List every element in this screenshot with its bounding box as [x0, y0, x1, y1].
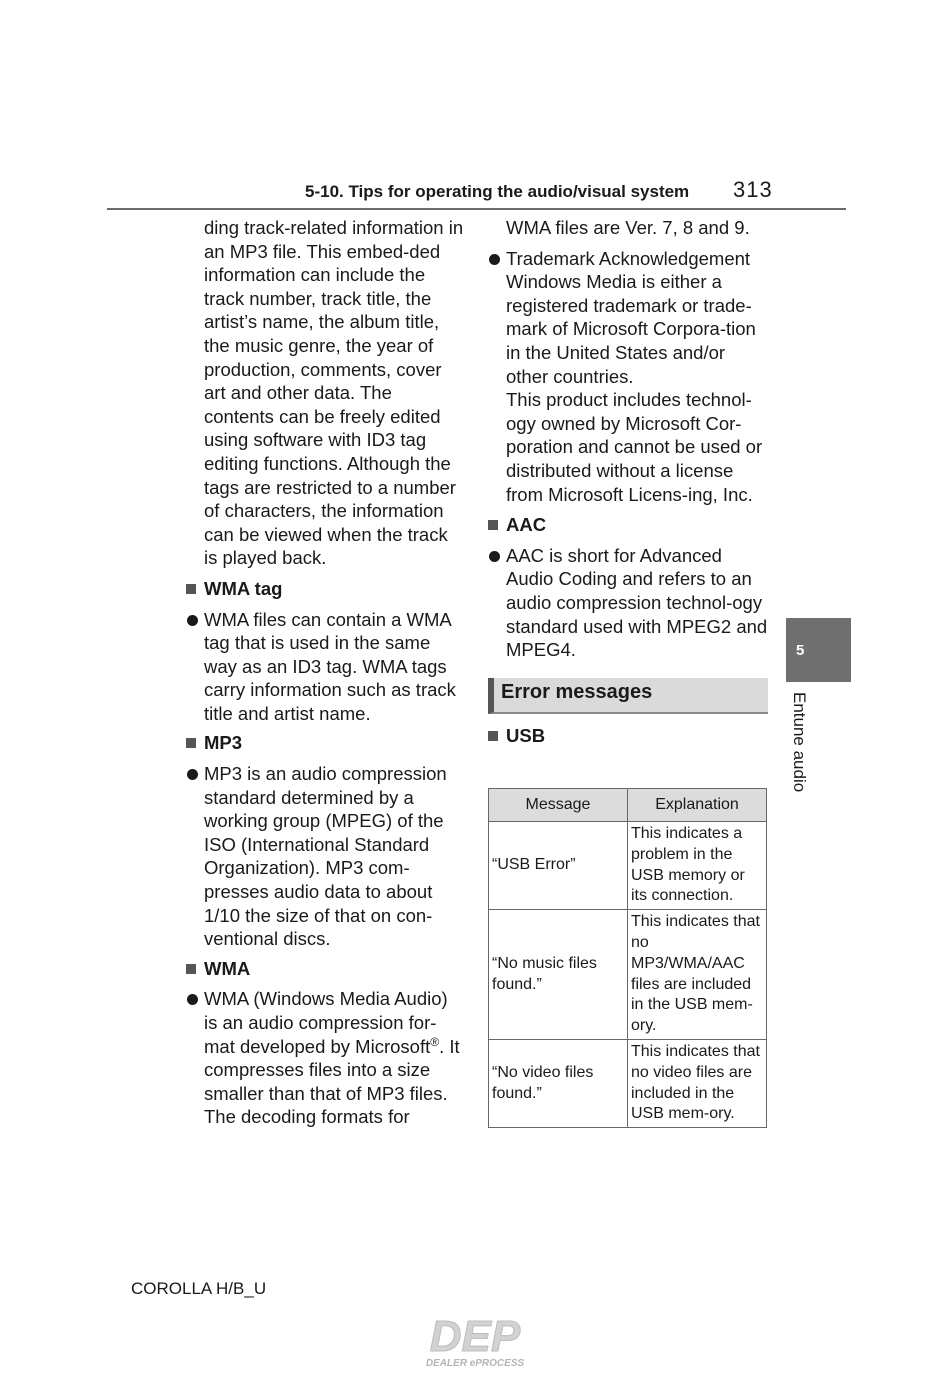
trademark-bullet: Trademark Acknowledgement Windows Media is either a registered trademark or trade-mark of Microsoft Corpora-tion in the United States and/or other countries.: [488, 247, 768, 389]
logo-subtext: DEALER ePROCESS: [425, 1358, 525, 1369]
trademark-text-2: This product includes technol-ogy owned by Microsoft Cor-poration and cannot be used or distributed without a license from Microsoft Licens-ing, Inc.: [506, 389, 763, 505]
message-cell: “No music files found.”: [489, 910, 628, 1040]
mp3-heading: MP3: [186, 731, 464, 755]
usb-heading: USB: [488, 724, 768, 748]
table-row: [489, 1039, 767, 1127]
wma-tag-bullet: WMA files can contain a WMA tag that is used in the same way as an ID3 tag. WMA tags carry information such as track title and artist name.: [186, 608, 464, 726]
error-messages-section-bar: [488, 678, 768, 714]
logo-letters: DEP: [429, 1312, 521, 1361]
registered-mark: ®: [430, 1034, 440, 1049]
id3-continued-text: ding track-related information in an MP3 file. This embed-ded information can include the track number, track title, the artist’s name, the album title, the music genre, the year of production, comments, cover art and other data. The contents can be freely edited using software with ID3 tag editing functions. Although the tags are restricted to a number of characters, the information can be viewed when the track is played back.: [204, 217, 464, 569]
chapter-number: 5: [796, 642, 805, 659]
explanation-cell: This indicates that no MP3/WMA/AAC files are included in the USB mem-ory.: [628, 910, 767, 1040]
column-header-explanation: Explanation: [628, 789, 767, 822]
chapter-label: Entune audio: [790, 692, 809, 793]
mp3-bullet: MP3 is an audio compression standard determined by a working group (MPEG) of the ISO (International Standard Organization). MP3 com-presses audio data to about 1/10 the size of that on con-ventional discs.: [186, 762, 464, 951]
wma-continued-text: WMA files are Ver. 7, 8 and 9.: [506, 217, 750, 238]
page-number: 313: [733, 177, 773, 202]
footer-model-code: COROLLA H/B_U: [131, 1279, 267, 1298]
chapter-tab: [786, 618, 851, 682]
table-row: [489, 910, 767, 1040]
right-column: [488, 216, 768, 754]
section-title: 5-10. Tips for operating the audio/visual system: [305, 182, 690, 201]
left-column: [186, 216, 464, 1135]
explanation-cell: This indicates a problem in the USB memory or its connection.: [628, 822, 767, 910]
table-header-row: [489, 789, 767, 822]
explanation-cell: This indicates that no video files are included in the USB mem-ory.: [628, 1039, 767, 1127]
wma-heading: WMA: [186, 957, 464, 981]
error-messages-title: Error messages: [501, 680, 653, 703]
wma-text-before: WMA (Windows Media Audio) is an audio compression for-mat developed by Microsoft: [204, 988, 448, 1057]
table-row: [489, 822, 767, 910]
wma-text-after: . It compresses files into a size smaller than that of MP3 files. The decoding formats for: [204, 1035, 460, 1128]
error-messages-table: [488, 788, 767, 1128]
dealer-eprocess-logo: [400, 1311, 550, 1369]
column-header-message: Message: [489, 789, 628, 822]
message-cell: “USB Error”: [489, 822, 628, 910]
aac-bullet: AAC is short for Advanced Audio Coding and refers to an audio compression technol-ogy standard used with MPEG2 and MPEG4.: [488, 544, 768, 662]
wma-bullet: [186, 987, 464, 1129]
aac-heading: AAC: [488, 513, 768, 537]
message-cell: “No video files found.”: [489, 1039, 628, 1127]
header-rule: [107, 208, 846, 210]
wma-tag-heading: WMA tag: [186, 577, 464, 601]
